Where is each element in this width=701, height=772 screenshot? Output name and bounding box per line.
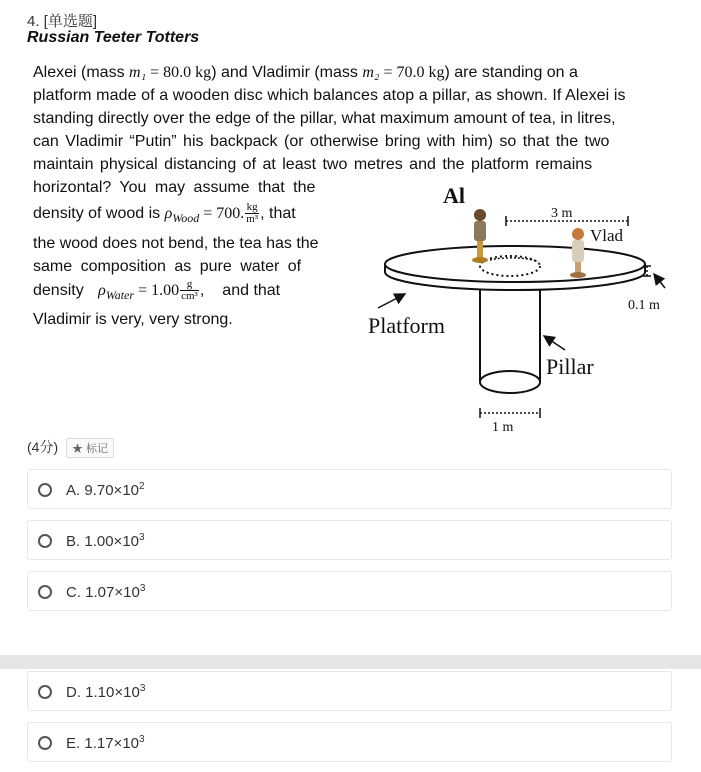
dimension-thickness [643, 266, 665, 288]
problem-line-3: standing directly over the edge of the pillar, what maximum amount of tea, in litres, [33, 110, 616, 127]
option-e[interactable] [27, 722, 672, 762]
option-letter: A. [66, 482, 81, 499]
question-number: 4. [单选题] [27, 13, 98, 30]
option-a[interactable] [27, 469, 672, 509]
label-pillar: Pillar [546, 354, 594, 379]
option-value: 9.70×10 [84, 482, 139, 499]
label-al: Al [443, 183, 465, 208]
label-platform: Platform [368, 313, 445, 338]
teeter-diagram [360, 178, 700, 440]
option-exponent: 3 [139, 532, 145, 543]
option-b[interactable] [27, 520, 672, 560]
label-1m: 1 m [492, 420, 514, 435]
option-letter: D. [66, 684, 81, 701]
radio-icon[interactable] [38, 483, 52, 497]
platform-arrow [378, 294, 405, 308]
option-letter: E. [66, 735, 81, 752]
option-c[interactable] [27, 571, 672, 611]
radio-icon[interactable] [38, 685, 52, 699]
problem-line-5: maintain physical distancing of at least two metres and the platform remains [33, 156, 593, 173]
points-label: (4分) [27, 439, 59, 455]
problem-line-10: density $\rho_{Water} = 1.00$ $\frac{g}{\text{cm³}}$ , and that [33, 278, 281, 303]
problem-line-1: Alexei (mass m₁ = 80.0 kg) and Vladimir (mass m₂ = 70.0 kg) are standing on a [33, 64, 578, 81]
mark-button[interactable]: ★ 标记 [66, 438, 114, 458]
option-exponent: 3 [139, 583, 146, 594]
platform-disc [385, 246, 645, 290]
label-0-1m: 0.1 m [628, 298, 660, 313]
option-value: 1.00×10 [84, 533, 139, 550]
radio-icon[interactable] [38, 736, 52, 750]
option-value: 1.17×10 [84, 735, 139, 752]
option-value: 1.07×10 [85, 584, 140, 601]
problem-line-9: same composition as pure water of [33, 258, 302, 275]
question-title: Russian Teeter Totters [27, 29, 200, 46]
problem-line-7: density of wood is $\rho_{Wood} = 700$. $\frac{kg}{\text{m³}}$ , that [33, 201, 296, 226]
problem-line-4: can Vladimir “Putin” his backpack (or otherwise bring with him) so that the two [33, 133, 610, 150]
option-value: 1.10×10 [85, 684, 140, 701]
problem-line-11: Vladimir is very, very strong. [33, 311, 233, 328]
radio-icon[interactable] [38, 585, 52, 599]
option-d[interactable] [27, 671, 672, 711]
page-divider [0, 655, 701, 669]
problem-line-2: platform made of a wooden disc which balances atop a pillar, as shown. If Alexei is [33, 87, 626, 104]
label-3m: 3 m [551, 206, 573, 221]
pillar-arrow [544, 336, 565, 350]
problem-line-8: the wood does not bend, the tea has the [33, 235, 319, 252]
label-vlad: Vlad [590, 226, 624, 245]
option-letter: B. [66, 533, 81, 550]
pillar [480, 278, 540, 393]
option-exponent: 2 [139, 481, 145, 492]
option-letter: C. [66, 584, 81, 601]
problem-line-6: horizontal? You may assume that the [33, 179, 316, 196]
radio-icon[interactable] [38, 534, 52, 548]
option-exponent: 3 [139, 683, 146, 694]
option-exponent: 3 [139, 734, 145, 745]
dimension-pillar [480, 408, 540, 418]
